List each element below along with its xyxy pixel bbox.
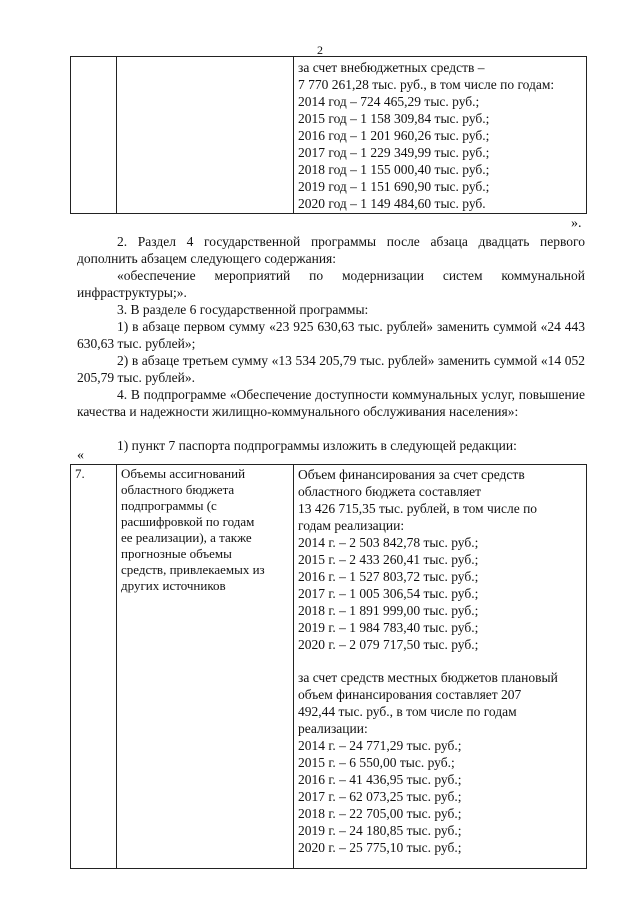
paragraph-quote: «обеспечение мероприятий по модернизации систем коммунальной инфраструктуры;». <box>77 268 585 300</box>
local-line: 492,44 тыс. руб., в том числе по годам <box>298 704 517 719</box>
regional-line: Объем финансирования за счет средств <box>298 467 525 482</box>
label-line: средств, привлекаемых из <box>121 562 265 577</box>
text-line: 2018 год – 1 155 000,40 тыс. руб.; <box>298 162 490 177</box>
paragraph-3-1: 1) в абзаце первом сумму «23 925 630,63 тыс. рублей» заменить суммой «24 443 630,63 тыс. рублей»; <box>77 319 585 351</box>
local-line: 2017 г. – 62 073,25 тыс. руб.; <box>298 789 462 804</box>
regional-line: 2018 г. – 1 891 999,00 тыс. руб.; <box>298 603 479 618</box>
regional-line: 2020 г. – 2 079 717,50 тыс. руб.; <box>298 637 479 652</box>
regional-line: годам реализации: <box>298 518 405 533</box>
table1-number-cell <box>71 57 117 214</box>
closing-quote: ». <box>571 216 582 231</box>
regional-line: 2017 г. – 1 005 306,54 тыс. руб.; <box>298 586 479 601</box>
row-label-cell <box>117 465 294 869</box>
spacer <box>298 653 582 669</box>
label-line: других источников <box>121 578 226 593</box>
text-line: 2017 год – 1 229 349,99 тыс. руб.; <box>298 145 490 160</box>
local-line: 2019 г. – 24 180,85 тыс. руб.; <box>298 823 462 838</box>
opening-quote: « <box>77 448 84 463</box>
row-content-cell <box>294 465 587 869</box>
regional-line: 2015 г. – 2 433 260,41 тыс. руб.; <box>298 552 479 567</box>
label-line: областного бюджета <box>121 482 235 497</box>
text-line: 2014 год – 724 465,29 тыс. руб.; <box>298 94 480 109</box>
text-line: 2019 год – 1 151 690,90 тыс. руб.; <box>298 179 490 194</box>
label-line: Объемы ассигнований <box>121 466 246 481</box>
regional-line: 2019 г. – 1 984 783,40 тыс. руб.; <box>298 620 479 635</box>
text-line: 2020 год – 1 149 484,60 тыс. руб. <box>298 196 486 211</box>
local-line: 2014 г. – 24 771,29 тыс. руб.; <box>298 738 462 753</box>
regional-line: 2014 г. – 2 503 842,78 тыс. руб.; <box>298 535 479 550</box>
paragraph-3: 3. В разделе 6 государственной программы: <box>117 302 369 317</box>
row-number-cell <box>71 465 117 869</box>
text-line: за счет внебюджетных средств – <box>298 60 485 75</box>
page-number: 2 <box>317 43 323 57</box>
local-line: 2016 г. – 41 436,95 тыс. руб.; <box>298 772 462 787</box>
text-line: 7 770 261,28 тыс. руб., в том числе по годам: <box>298 77 555 92</box>
regional-line: 2016 г. – 1 527 803,72 тыс. руб.; <box>298 569 479 584</box>
label-line: подпрограммы (с <box>121 498 217 513</box>
regional-line: 13 426 715,35 тыс. рублей, в том числе по <box>298 501 538 516</box>
regional-line: областного бюджета составляет <box>298 484 482 499</box>
text-line: 2015 год – 1 158 309,84 тыс. руб.; <box>298 111 490 126</box>
label-line: расшифровкой по годам <box>121 514 255 529</box>
continuation-table <box>70 56 587 214</box>
paragraph-4-1: 1) пункт 7 паспорта подпрограммы изложить в следующей редакции: <box>117 438 517 453</box>
local-line: 2015 г. – 6 550,00 тыс. руб.; <box>298 755 455 770</box>
local-line: реализации: <box>298 721 368 736</box>
paragraph-4: 4. В подпрограмме «Обеспечение доступности коммунальных услуг, повышение качества и надежности жилищно-коммунального обслуживания населения»: <box>77 387 585 419</box>
local-line: за счет средств местных бюджетов плановый <box>298 670 558 685</box>
row-number: 7. <box>75 466 85 481</box>
local-line: 2018 г. – 22 705,00 тыс. руб.; <box>298 806 462 821</box>
label-line: ее реализации), а также <box>121 530 252 545</box>
table1-content-cell <box>294 57 587 214</box>
paragraph-2: 2. Раздел 4 государственной программы после абзаца двадцать первого дополнить абзацем следующего содержания: <box>77 234 585 266</box>
text-line: 2016 год – 1 201 960,26 тыс. руб.; <box>298 128 490 143</box>
local-line: объем финансирования составляет 207 <box>298 687 522 702</box>
label-line: прогнозные объемы <box>121 546 232 561</box>
table1-label-cell <box>117 57 294 214</box>
passport-table <box>70 464 587 869</box>
local-line: 2020 г. – 25 775,10 тыс. руб.; <box>298 840 462 855</box>
paragraph-3-2: 2) в абзаце третьем сумму «13 534 205,79 тыс. рублей» заменить суммой «14 052 205,79 тыс. рублей». <box>77 353 585 385</box>
